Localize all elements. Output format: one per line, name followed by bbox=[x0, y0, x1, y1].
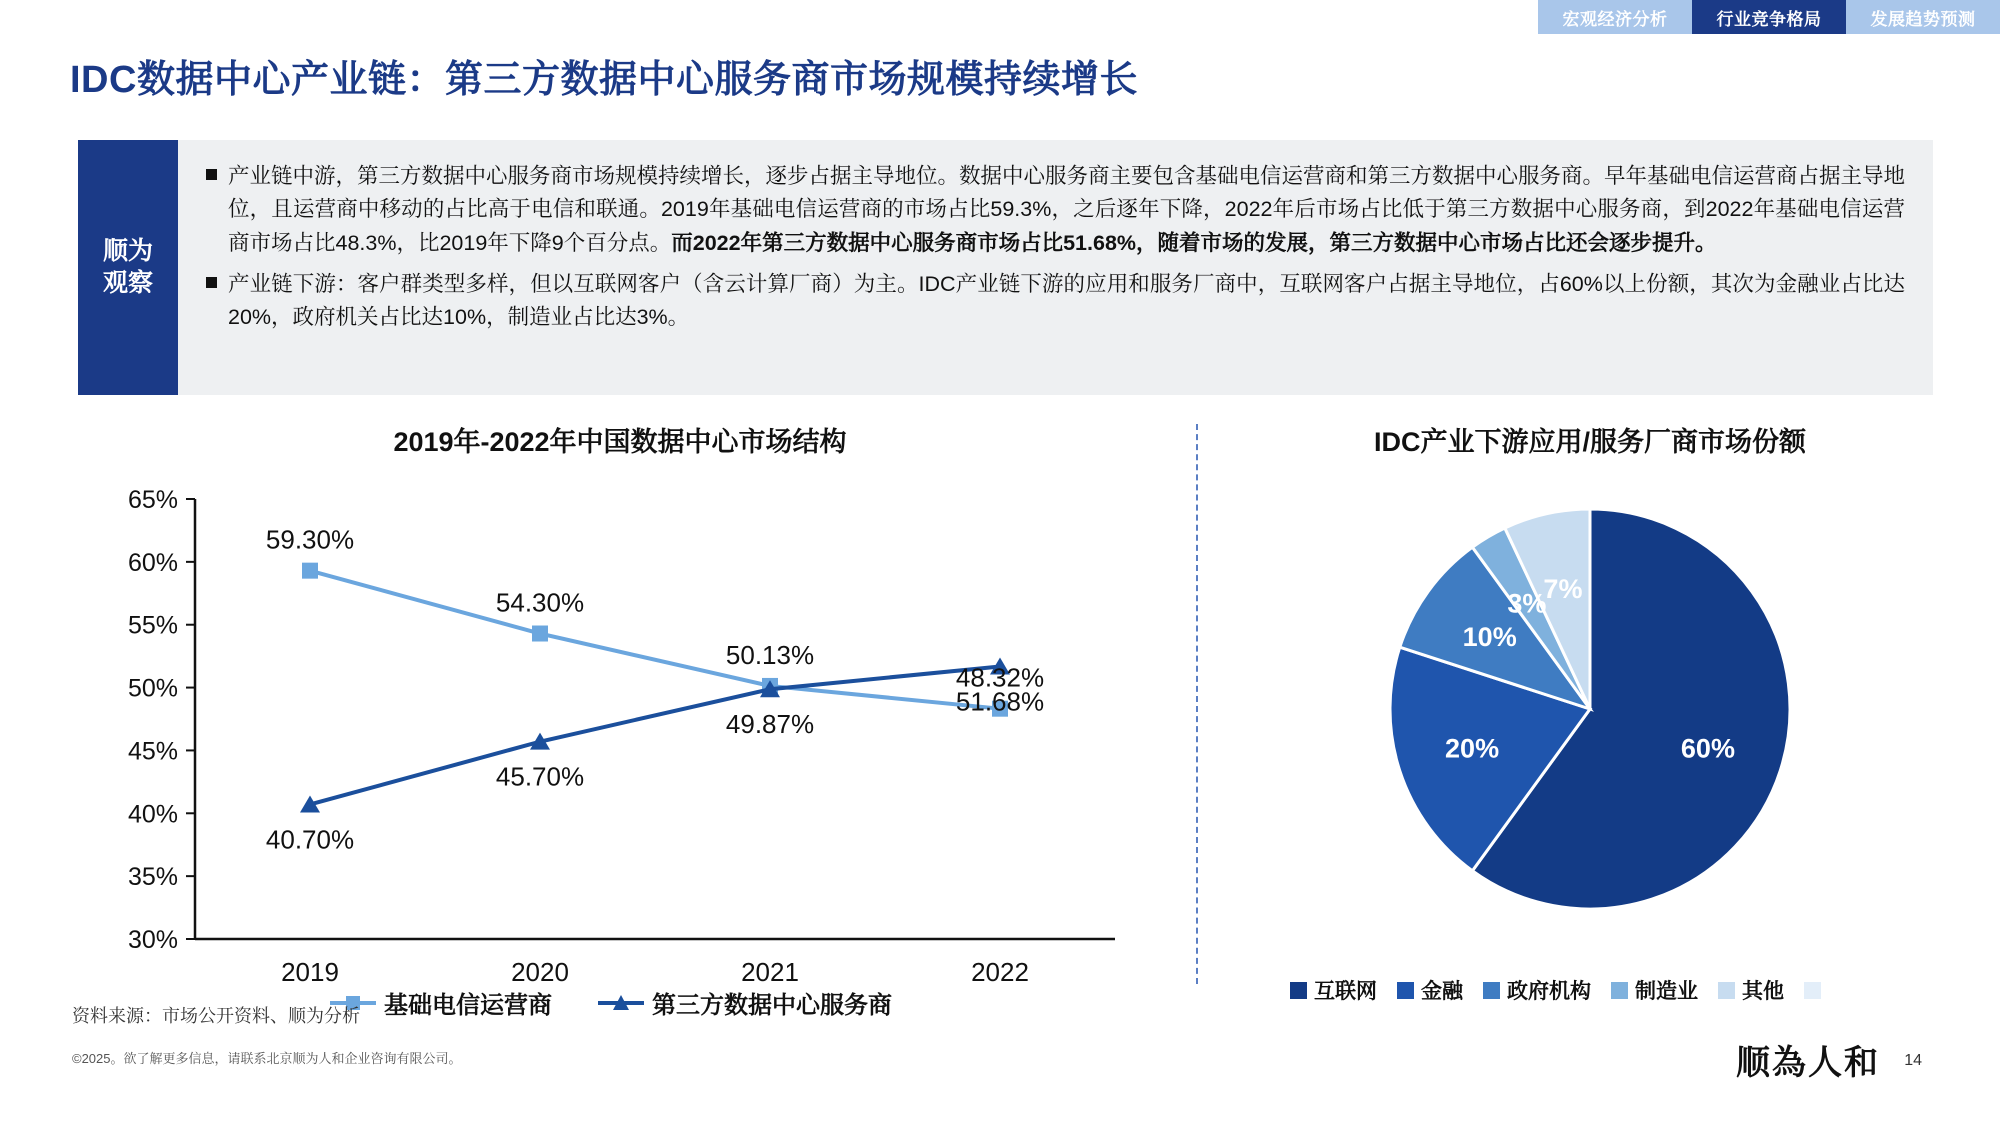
legend-item-internet[interactable] bbox=[1290, 975, 1377, 1005]
legend-item-manufacturing[interactable] bbox=[1611, 975, 1698, 1005]
observation-item bbox=[206, 160, 1905, 260]
series-marker bbox=[302, 563, 318, 579]
legend-label-finance: 金融 bbox=[1421, 980, 1463, 1003]
data-point-label: 50.13% bbox=[725, 639, 815, 670]
legend-item-finance[interactable] bbox=[1397, 975, 1463, 1005]
x-tick-group bbox=[281, 957, 1029, 987]
pie-slice-label: 3% bbox=[1507, 588, 1547, 619]
observation-item-1-bold: 而2022年第三方数据中心服务商市场占比51.68%，随着市场的发展，第三方数据中心市场占比还会逐步提升。 bbox=[671, 230, 1717, 255]
x-tick-label: 2022 bbox=[971, 957, 1029, 987]
pie-chart-svg bbox=[1240, 459, 1940, 999]
y-tick-label: 40% bbox=[127, 800, 178, 829]
legend-item-government[interactable] bbox=[1483, 975, 1591, 1005]
data-point-label: 49.87% bbox=[725, 709, 815, 740]
y-tick-label: 60% bbox=[127, 548, 178, 577]
observation-panel bbox=[78, 140, 1933, 395]
pie-chart-legend bbox=[1290, 975, 1821, 1005]
line-chart-panel bbox=[60, 420, 1180, 1040]
page-number: 14 bbox=[1904, 1052, 1922, 1069]
vertical-divider bbox=[1196, 424, 1198, 984]
series-marker bbox=[532, 626, 548, 642]
legend-label-telecom: 基础电信运营商 bbox=[384, 992, 552, 1019]
observation-label bbox=[78, 140, 178, 395]
x-tick-label: 2021 bbox=[741, 957, 799, 987]
observation-item bbox=[206, 268, 1905, 335]
data-point-label: 54.30% bbox=[495, 587, 585, 618]
brand-logo: 顺為人和 bbox=[1736, 1045, 1880, 1082]
tab-trend-forecast[interactable]: 发展趋势预测 bbox=[1846, 0, 2000, 34]
data-point-label: 45.70% bbox=[495, 761, 585, 792]
observation-label-line2: 观察 bbox=[102, 268, 153, 297]
pie-slice-label: 20% bbox=[1445, 733, 1500, 764]
line-chart-legend bbox=[330, 985, 892, 1020]
legend-item-extra bbox=[1804, 982, 1821, 999]
legend-swatch-extra bbox=[1804, 982, 1821, 999]
pie-chart-panel bbox=[1240, 420, 1940, 1040]
legend-item-telecom[interactable] bbox=[330, 985, 552, 1020]
series-line bbox=[310, 571, 1000, 709]
legend-swatch-finance bbox=[1397, 982, 1414, 999]
line-chart-svg bbox=[60, 459, 1180, 1019]
copyright-note: ©2025。欲了解更多信息，请联系北京顺为人和企业咨询有限公司。 bbox=[72, 1051, 462, 1066]
y-tick-label: 65% bbox=[127, 486, 178, 514]
legend-swatch-manufacturing bbox=[1611, 982, 1628, 999]
data-point-label: 48.32% bbox=[955, 662, 1045, 693]
pie-slice-label: 7% bbox=[1543, 573, 1583, 604]
top-navigation bbox=[1538, 0, 2000, 34]
y-tick-group bbox=[128, 486, 195, 954]
data-point-label: 59.30% bbox=[265, 524, 355, 555]
line-chart-title: 2019年-2022年中国数据中心市场结构 bbox=[393, 427, 847, 457]
observation-body bbox=[178, 140, 1933, 395]
bullet-square-icon bbox=[206, 160, 228, 260]
y-tick-label: 35% bbox=[127, 863, 178, 892]
y-tick-label: 55% bbox=[127, 611, 178, 640]
pie-chart-title: IDC产业下游应用/服务厂商市场份额 bbox=[1374, 427, 1806, 457]
tab-industry-competition[interactable]: 行业竞争格局 bbox=[1692, 0, 1846, 34]
observation-item-text-2: 产业链下游：客户群类型多样，但以互联网客户（含云计算厂商）为主。IDC产业链下游的应用和服务厂商中，互联网客户占据主导地位，占60%以上份额，其次为金融业占比达20%，政府机关占比达10%，制造业占比达3%。 bbox=[228, 271, 1905, 330]
y-tick-label: 30% bbox=[127, 926, 178, 954]
pie-slice-label: 60% bbox=[1680, 733, 1735, 764]
data-point-label: 40.70% bbox=[265, 824, 355, 855]
series-line bbox=[310, 666, 1000, 804]
point-label-group bbox=[266, 525, 1044, 855]
observation-label-line1: 顺为 bbox=[102, 237, 153, 266]
y-tick-label: 50% bbox=[127, 674, 178, 703]
x-tick-label: 2019 bbox=[281, 957, 339, 987]
series-group bbox=[300, 563, 1010, 813]
source-note: 资料来源：市场公开资料、顺为分析 bbox=[72, 1006, 360, 1026]
legend-item-thirdparty[interactable] bbox=[598, 985, 892, 1020]
legend-label-thirdparty: 第三方数据中心服务商 bbox=[652, 992, 892, 1019]
y-tick-label: 45% bbox=[127, 737, 178, 766]
legend-label-government: 政府机构 bbox=[1507, 980, 1591, 1003]
bullet-square-icon bbox=[206, 268, 228, 335]
x-tick-label: 2020 bbox=[511, 957, 569, 987]
legend-label-internet: 互联网 bbox=[1314, 980, 1377, 1003]
data-point-label: 51.68% bbox=[955, 686, 1045, 717]
legend-marker-triangle-icon bbox=[598, 994, 644, 1012]
legend-swatch-government bbox=[1483, 982, 1500, 999]
pie-slice-group bbox=[1390, 509, 1790, 909]
pie-slice-label: 10% bbox=[1462, 622, 1517, 653]
legend-label-manufacturing: 制造业 bbox=[1635, 980, 1698, 1003]
legend-swatch-other bbox=[1718, 982, 1735, 999]
tab-macro-economy[interactable]: 宏观经济分析 bbox=[1538, 0, 1692, 34]
page-title: IDC数据中心产业链：第三方数据中心服务商市场规模持续增长 bbox=[70, 59, 1138, 101]
legend-label-other: 其他 bbox=[1742, 980, 1784, 1003]
legend-item-other[interactable] bbox=[1718, 975, 1784, 1005]
legend-swatch-internet bbox=[1290, 982, 1307, 999]
observation-item-1-main: 产业链中游，第三方数据中心服务商市场规模持续增长，逐步占据主导地位。数据中心服务商主要包含基础电信运营商和第三方数据中心服务商。早年基础电信运营商占据主导地位，且运营商中移动的占比高于电信和联通。2019年基础电信运营商的市场占比59.3%，之后逐年下降，2022年后市场占比低于第三方数据中心服务商，到2022年基础电信运营商市场占比48.3%，比2019年下降9个百分点。 bbox=[228, 164, 1906, 255]
observation-item-text-1 bbox=[228, 160, 1905, 260]
